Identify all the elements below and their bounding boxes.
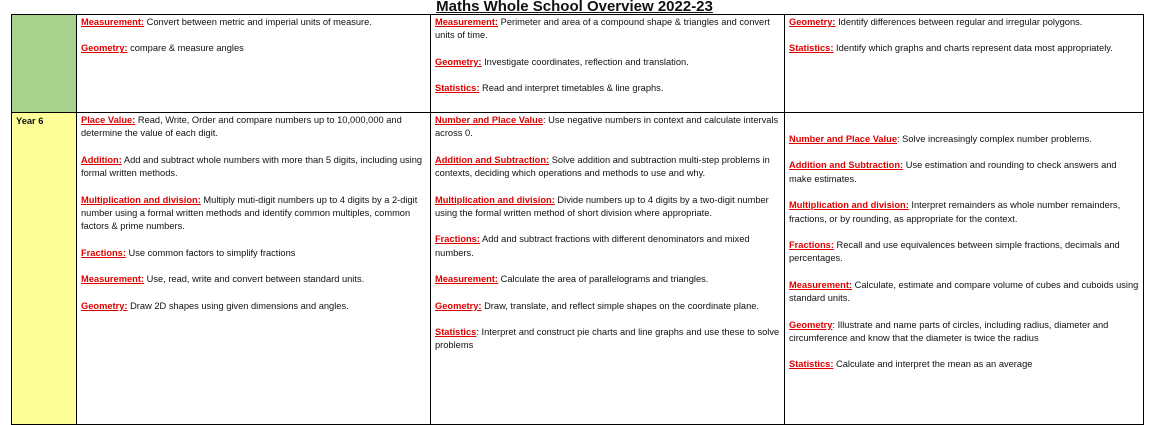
objective-label: Statistics: bbox=[789, 359, 834, 370]
objective-text: Convert between metric and imperial units of measure. bbox=[144, 17, 372, 27]
objective-text: : Use negative numbers in context and calculate intervals across 0. bbox=[435, 115, 779, 139]
objective-text: Perimeter and area of a compound shape & triangles and convert units of time. bbox=[435, 17, 770, 41]
objective-text: Divide numbers up to 4 digits by a two-digit number using the formal written method of short division where appropriate. bbox=[435, 194, 769, 219]
objective-label: Geometry: bbox=[789, 17, 836, 27]
objective-item bbox=[435, 300, 780, 313]
objective-label: Geometry: bbox=[435, 300, 482, 311]
objective-label: Geometry bbox=[789, 319, 833, 330]
objective-text: Identify differences between regular and irregular polygons. bbox=[835, 17, 1083, 27]
objective-item bbox=[435, 16, 780, 43]
objective-text: Calculate the area of parallelograms and triangles. bbox=[498, 274, 709, 285]
objective-text: Add and subtract fractions with different denominators and mixed numbers. bbox=[435, 234, 750, 258]
objective-item bbox=[789, 159, 1139, 186]
objective-item bbox=[789, 358, 1139, 371]
objective-item bbox=[789, 16, 1139, 29]
objective-text: Solve addition and subtraction multi-step problems in contexts, deciding which operations and methods to use and why. bbox=[435, 154, 770, 179]
objective-item bbox=[435, 326, 780, 353]
objective-label: Multiplication and division: bbox=[789, 200, 909, 211]
objective-text: Draw, translate, and reflect simple shapes on the coordinate plane. bbox=[481, 300, 760, 311]
objective-text: Calculate and interpret the mean as an average bbox=[833, 359, 1033, 370]
objective-label: Place Value: bbox=[81, 115, 136, 125]
objective-item bbox=[789, 319, 1139, 346]
objective-text: Read, Write, Order and compare numbers up to 10,000,000 and determine the value of each digit. bbox=[81, 115, 402, 139]
objective-label: Number and Place Value bbox=[789, 134, 897, 144]
objective-text: : Interpret and construct pie charts and line graphs and use these to solve problems bbox=[435, 327, 780, 351]
objective-item bbox=[81, 114, 426, 141]
objective-item bbox=[435, 194, 780, 221]
objective-label: Fractions: bbox=[435, 234, 480, 245]
objective-label: Addition and Subtraction: bbox=[435, 154, 550, 165]
objective-item bbox=[81, 16, 426, 29]
objective-label: Geometry: bbox=[435, 56, 482, 67]
objective-text: Read and interpret timetables & line graphs. bbox=[479, 83, 664, 94]
objective-item bbox=[435, 154, 780, 181]
objective-item bbox=[81, 300, 426, 313]
objective-text: Add and subtract whole numbers with more than 5 digits, including using formal written methods. bbox=[81, 154, 423, 179]
overview-table bbox=[11, 14, 1144, 425]
objective-item bbox=[435, 114, 780, 141]
objective-item bbox=[81, 273, 426, 286]
objective-label: Geometry: bbox=[81, 300, 128, 311]
term-cell-1 bbox=[77, 15, 431, 113]
objective-label: Fractions: bbox=[81, 247, 126, 258]
objective-text: Investigate coordinates, reflection and translation. bbox=[481, 56, 689, 67]
objective-item bbox=[789, 199, 1139, 226]
objective-item bbox=[435, 82, 780, 95]
objective-label: Multiplication and division: bbox=[81, 194, 201, 205]
objective-label: Measurement: bbox=[81, 274, 145, 285]
objective-text: Multiply muti-digit numbers up to 4 digits by a 2-digit number using a formal written methods and identify common multiples, common factors & prime numbers. bbox=[81, 194, 418, 232]
objective-item bbox=[435, 56, 780, 69]
objective-item bbox=[789, 133, 1139, 146]
objective-text: Interpret remainders as whole number remainders, fractions, or by rounding, as appropriate for the context. bbox=[789, 200, 1121, 224]
objective-text: Calculate, estimate and compare volume of cubes and cuboids using standard units. bbox=[789, 279, 1139, 304]
objective-item bbox=[789, 42, 1139, 55]
page-title: Maths Whole School Overview 2022-23 bbox=[436, 0, 713, 15]
objective-label: Statistics: bbox=[435, 83, 480, 94]
objective-label: Multiplication and division: bbox=[435, 194, 555, 205]
objective-label: Measurement: bbox=[81, 17, 145, 27]
objective-label: Statistics: bbox=[789, 43, 834, 54]
objective-text: Draw 2D shapes using given dimensions and angles. bbox=[127, 300, 349, 311]
year-cell bbox=[12, 15, 77, 113]
term-cell-3 bbox=[785, 15, 1144, 113]
objective-text: : Illustrate and name parts of circles, including radius, diameter and circumference and know that the diameter is twice the radius bbox=[789, 319, 1109, 344]
objective-item bbox=[81, 194, 426, 234]
objective-label: Addition and Subtraction: bbox=[789, 160, 904, 171]
objective-item bbox=[435, 273, 780, 286]
objective-item bbox=[789, 239, 1139, 266]
objective-label: Addition: bbox=[81, 154, 122, 165]
objective-text: : Solve increasingly complex number problems. bbox=[897, 134, 1092, 144]
term-cell-1 bbox=[77, 113, 431, 425]
objective-item bbox=[789, 279, 1139, 306]
objective-item bbox=[81, 154, 426, 181]
objective-label: Statistics bbox=[435, 327, 477, 338]
objective-label: Fractions: bbox=[789, 240, 834, 251]
objective-item bbox=[81, 247, 426, 260]
table-row bbox=[12, 15, 1144, 113]
term-cell-3 bbox=[785, 113, 1144, 425]
objective-text: Use common factors to simplify fractions bbox=[125, 247, 296, 258]
objective-item bbox=[435, 233, 780, 260]
objective-text: compare & measure angles bbox=[127, 43, 244, 54]
objective-label: Measurement: bbox=[789, 279, 853, 290]
objective-label: Measurement: bbox=[435, 274, 499, 285]
objective-text: Use estimation and rounding to check answers and make estimates. bbox=[789, 160, 1117, 184]
year-cell: Year 6 bbox=[12, 113, 77, 425]
objective-label: Number and Place Value bbox=[435, 115, 543, 125]
objective-item bbox=[81, 42, 426, 55]
objective-text: Identify which graphs and charts represent data most appropriately. bbox=[833, 43, 1113, 54]
objective-text: Recall and use equivalences between simple fractions, decimals and percentages. bbox=[789, 240, 1120, 264]
term-cell-2 bbox=[431, 113, 785, 425]
objective-label: Measurement: bbox=[435, 17, 499, 27]
objective-text: Use, read, write and convert between standard units. bbox=[144, 274, 365, 285]
objective-label: Geometry: bbox=[81, 43, 128, 54]
table-row bbox=[12, 113, 1144, 425]
term-cell-2 bbox=[431, 15, 785, 113]
